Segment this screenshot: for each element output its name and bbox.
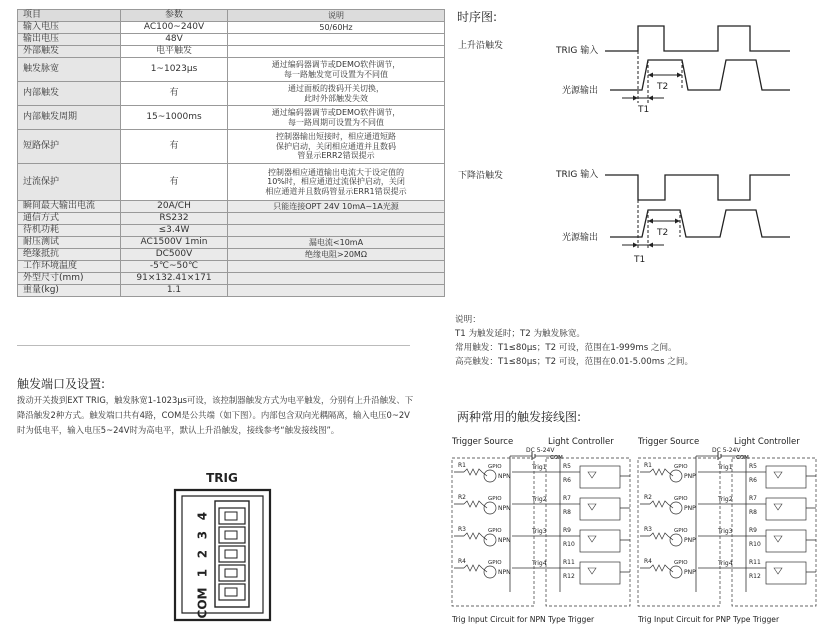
spec-cell-item: 通信方式 bbox=[18, 213, 121, 225]
spec-table bbox=[17, 9, 445, 297]
transistor-symbol bbox=[484, 470, 496, 482]
controller-resistor-label: R7 bbox=[749, 495, 757, 502]
resistor-source bbox=[464, 533, 482, 539]
transistor-symbol bbox=[670, 470, 682, 482]
spec-row bbox=[18, 237, 445, 249]
led-symbol bbox=[588, 472, 596, 478]
controller-resistor-label: R9 bbox=[749, 527, 757, 534]
trig-connector bbox=[170, 470, 275, 625]
gpio-label: GPIO bbox=[674, 464, 688, 470]
connector-pin-slot bbox=[219, 508, 245, 524]
timing-notes bbox=[455, 313, 693, 369]
transistor-type-label: NPN bbox=[498, 537, 511, 544]
trigger-port-heading: 触发端口及设置: bbox=[17, 377, 106, 391]
led-symbol bbox=[774, 504, 782, 510]
controller-resistor-label: R8 bbox=[749, 509, 757, 516]
resistor-source bbox=[464, 469, 482, 475]
notes-title: 说明： bbox=[455, 315, 481, 325]
spec-row bbox=[18, 225, 445, 237]
wire bbox=[668, 568, 673, 572]
spec-row bbox=[18, 34, 445, 46]
spec-cell-value: AC1500V 1min bbox=[121, 237, 228, 249]
spec-cell-value: 48V bbox=[121, 34, 228, 46]
source-resistor-label: R2 bbox=[458, 494, 466, 501]
circuit-caption: Trig Input Circuit for PNP Type Trigger bbox=[638, 615, 780, 624]
transistor-type-label: NPN bbox=[498, 569, 511, 576]
connector-pin-slot bbox=[219, 565, 245, 581]
transistor-symbol bbox=[484, 534, 496, 546]
gpio-label: GPIO bbox=[674, 496, 688, 502]
spec-row bbox=[18, 261, 445, 273]
transistor-type-label: PNP bbox=[684, 569, 696, 576]
circuit-caption: Trig Input Circuit for NPN Type Trigger bbox=[452, 615, 595, 624]
spec-header-cell: 说明 bbox=[228, 10, 445, 22]
wire bbox=[668, 504, 673, 508]
spec-header-cell: 项目 bbox=[18, 10, 121, 22]
led-symbol bbox=[774, 472, 782, 478]
source-resistor-label: R4 bbox=[644, 558, 652, 565]
light-output-label-2: 光源输出 bbox=[562, 233, 599, 243]
t2-label-1: T2 bbox=[657, 82, 669, 92]
source-resistor-label: R1 bbox=[644, 462, 652, 469]
transistor-symbol bbox=[670, 534, 682, 546]
spec-cell-note: 通过编码器调节或DEMO软件调节， 每一路触发宽可设置为不同值 bbox=[228, 58, 445, 82]
controller-resistor-label: R12 bbox=[749, 573, 761, 580]
timing-heading: 时序图: bbox=[457, 10, 498, 24]
spec-cell-note: 漏电流<10mA bbox=[228, 237, 445, 249]
source-resistor-label: R1 bbox=[458, 462, 466, 469]
controller-resistor-label: R11 bbox=[563, 559, 575, 566]
spec-row bbox=[18, 46, 445, 58]
controller-resistor-label: R11 bbox=[749, 559, 761, 566]
spec-row bbox=[18, 201, 445, 213]
trigger-source-label: Trigger Source bbox=[452, 437, 514, 447]
transistor-type-label: NPN bbox=[498, 473, 511, 480]
connector-pin-label: COM bbox=[195, 587, 210, 619]
spec-cell-item: 待机功耗 bbox=[18, 225, 121, 237]
falling-edge-label: 下降沿触发 bbox=[458, 171, 504, 181]
source-resistor-label: R2 bbox=[644, 494, 652, 501]
spec-row bbox=[18, 58, 445, 82]
spec-cell-item: 瞬间最大输出电流 bbox=[18, 201, 121, 213]
trig-channel-label: Trig2 bbox=[532, 496, 547, 503]
spec-cell-note: 绝缘电阻>20MΩ bbox=[228, 249, 445, 261]
connector-pin-hole bbox=[225, 550, 237, 558]
optocoupler bbox=[580, 530, 620, 552]
connector-pin-label: 2 bbox=[195, 549, 210, 559]
trig-channel-label: Trig4 bbox=[532, 560, 547, 567]
controller-resistor-label: R6 bbox=[749, 477, 757, 484]
spec-cell-value: 电平触发 bbox=[121, 46, 228, 58]
optocoupler bbox=[766, 562, 806, 584]
wire bbox=[668, 472, 673, 476]
spec-cell-item: 耐压测试 bbox=[18, 237, 121, 249]
connector-pin-slot bbox=[219, 584, 245, 600]
spec-row bbox=[18, 164, 445, 201]
controller-resistor-label: R6 bbox=[563, 477, 571, 484]
spec-cell-value: 91×132.41×171 bbox=[121, 273, 228, 285]
connector-pin-hole bbox=[225, 588, 237, 596]
spec-header-cell: 参数 bbox=[121, 10, 228, 22]
light-output-label-1: 光源输出 bbox=[562, 86, 599, 96]
spec-cell-note bbox=[228, 273, 445, 285]
optocoupler bbox=[580, 498, 620, 520]
trig-input-label-2: TRIG 输入 bbox=[556, 170, 599, 180]
transistor-symbol bbox=[484, 502, 496, 514]
spec-cell-note: 控制器输出短接时，相应通道短路 保护启动，关闭相应通道并且数码 管显示ERR2错误提示 bbox=[228, 130, 445, 164]
light-waveform-rising bbox=[610, 60, 790, 90]
connector-pin-label: 1 bbox=[195, 568, 210, 578]
t1-label-1: T1 bbox=[638, 105, 650, 115]
spec-cell-value: 15~1000ms bbox=[121, 106, 228, 130]
connector-pin-hole bbox=[225, 512, 237, 520]
t1-label-2: T1 bbox=[634, 255, 646, 265]
resistor-source bbox=[650, 469, 668, 475]
gpio-label: GPIO bbox=[488, 528, 502, 534]
wiring-heading: 两种常用的触发接线图: bbox=[457, 410, 582, 424]
spec-cell-item: 触发脉宽 bbox=[18, 58, 121, 82]
trig-channel-label: Trig2 bbox=[718, 496, 733, 503]
trig-waveform-rising bbox=[605, 26, 790, 51]
wire bbox=[482, 536, 487, 540]
resistor-source bbox=[464, 565, 482, 571]
controller-resistor-label: R5 bbox=[563, 463, 571, 470]
transistor-symbol bbox=[670, 566, 682, 578]
gpio-label: GPIO bbox=[488, 560, 502, 566]
resistor-source bbox=[650, 501, 668, 507]
spec-cell-note: 50/60Hz bbox=[228, 22, 445, 34]
spec-cell-note: 通过面板的拨码开关切换， 此时外部触发失效 bbox=[228, 82, 445, 106]
notes-line: 高亮触发：T1≤80μs；T2 可设，范围在0.01-5.00ms 之间。 bbox=[455, 357, 694, 367]
spec-cell-note: 通过编码器调节或DEMO软件调节， 每一路周期可设置为不同值 bbox=[228, 106, 445, 130]
resistor-source bbox=[650, 565, 668, 571]
trig-channel-label: Trig1 bbox=[718, 464, 733, 471]
connector-pin-label: 4 bbox=[195, 511, 210, 521]
trigger-source-label: Trigger Source bbox=[638, 437, 700, 447]
wire bbox=[668, 536, 673, 540]
wire bbox=[482, 568, 487, 572]
spec-cell-item: 内部触发周期 bbox=[18, 106, 121, 130]
spec-cell-value: 有 bbox=[121, 82, 228, 106]
spec-cell-item: 输出电压 bbox=[18, 34, 121, 46]
wiring-diagram bbox=[450, 432, 825, 630]
spec-cell-value: 1.1 bbox=[121, 285, 228, 297]
resistor-source bbox=[650, 533, 668, 539]
trig-input-label-1: TRIG 输入 bbox=[556, 46, 599, 56]
led-symbol bbox=[774, 568, 782, 574]
connector-pin-slot bbox=[219, 527, 245, 543]
spec-cell-note bbox=[228, 285, 445, 297]
controller-resistor-label: R5 bbox=[749, 463, 757, 470]
spec-cell-value: 1~1023μs bbox=[121, 58, 228, 82]
controller-resistor-label: R8 bbox=[563, 509, 571, 516]
spec-cell-item: 绝缘抵抗 bbox=[18, 249, 121, 261]
divider bbox=[17, 345, 410, 346]
dc-label: DC 5-24V bbox=[526, 447, 555, 454]
led-symbol bbox=[774, 536, 782, 542]
com-label: COM bbox=[736, 455, 749, 461]
optocoupler bbox=[766, 498, 806, 520]
source-resistor-label: R4 bbox=[458, 558, 466, 565]
spec-cell-item: 短路保护 bbox=[18, 130, 121, 164]
timing-diagram bbox=[450, 15, 820, 270]
connector-pin-label: 3 bbox=[195, 530, 210, 540]
controller-resistor-label: R10 bbox=[563, 541, 575, 548]
source-resistor-label: R3 bbox=[458, 526, 466, 533]
gpio-label: GPIO bbox=[488, 464, 502, 470]
spec-row bbox=[18, 82, 445, 106]
transistor-type-label: PNP bbox=[684, 537, 696, 544]
led-symbol bbox=[588, 504, 596, 510]
controller-resistor-label: R9 bbox=[563, 527, 571, 534]
transistor-type-label: PNP bbox=[684, 473, 696, 480]
spec-cell-value: ≤3.4W bbox=[121, 225, 228, 237]
transistor-type-label: NPN bbox=[498, 505, 511, 512]
optocoupler bbox=[766, 530, 806, 552]
spec-cell-value: DC500V bbox=[121, 249, 228, 261]
trigger-port-paragraph: 拨动开关拨到EXT TRIG，触发脉宽1-1023μs可设，该控制器触发方式为电平触发，分别有上升沿触发、下降沿触发2种方式。触发端口共有4路，COM是公共端（如下图）。内部包含双向光耦隔离，输入电压0~2V时为低电平，输入电压5~24V时为高电平，默认上升沿触发，接线参考“触发接线图”。 bbox=[17, 395, 414, 435]
spec-cell-note bbox=[228, 34, 445, 46]
connector-title: TRIG bbox=[206, 471, 238, 485]
spec-cell-value: 20A/CH bbox=[121, 201, 228, 213]
trig-channel-label: Trig3 bbox=[718, 528, 733, 535]
rising-edge-label: 上升沿触发 bbox=[458, 41, 504, 51]
spec-row bbox=[18, 22, 445, 34]
spec-cell-note bbox=[228, 213, 445, 225]
light-controller-label: Light Controller bbox=[734, 437, 800, 447]
trig-channel-label: Trig1 bbox=[532, 464, 547, 471]
spec-row bbox=[18, 285, 445, 297]
controller-resistor-label: R10 bbox=[749, 541, 761, 548]
spec-row bbox=[18, 130, 445, 164]
spec-cell-value: RS232 bbox=[121, 213, 228, 225]
optocoupler bbox=[766, 466, 806, 488]
connector-pin-slot bbox=[219, 546, 245, 562]
spec-cell-value: 有 bbox=[121, 130, 228, 164]
optocoupler bbox=[580, 562, 620, 584]
optocoupler bbox=[580, 466, 620, 488]
spec-cell-note: 只能连接OPT 24V 10mA~1A光源 bbox=[228, 201, 445, 213]
gpio-label: GPIO bbox=[674, 560, 688, 566]
resistor-source bbox=[464, 501, 482, 507]
transistor-symbol bbox=[484, 566, 496, 578]
spec-row bbox=[18, 106, 445, 130]
notes-line: T1 为触发延时；T2 为触发脉宽。 bbox=[455, 329, 586, 339]
spec-cell-item: 工作环境温度 bbox=[18, 261, 121, 273]
light-controller-label: Light Controller bbox=[548, 437, 614, 447]
spec-cell-note bbox=[228, 261, 445, 273]
source-resistor-label: R3 bbox=[644, 526, 652, 533]
com-label: COM bbox=[550, 455, 563, 461]
gpio-label: GPIO bbox=[488, 496, 502, 502]
spec-header-row bbox=[18, 10, 445, 22]
led-symbol bbox=[588, 568, 596, 574]
spec-cell-note bbox=[228, 46, 445, 58]
controller-resistor-label: R7 bbox=[563, 495, 571, 502]
dc-label: DC 5-24V bbox=[712, 447, 741, 454]
trig-waveform-falling bbox=[605, 175, 790, 200]
spec-row bbox=[18, 273, 445, 285]
spec-cell-note: 控制器相应通道输出电流大于设定值的 10%时，相应通道过流保护启动，关闭 相应通道并且数码管显示ERR1错误提示 bbox=[228, 164, 445, 201]
trig-channel-label: Trig4 bbox=[718, 560, 733, 567]
notes-line: 常用触发：T1≤80μs；T2 可设，范围在1-999ms 之间。 bbox=[455, 343, 677, 353]
connector-pin-hole bbox=[225, 569, 237, 577]
spec-cell-item: 内部触发 bbox=[18, 82, 121, 106]
spec-cell-value: -5℃~50℃ bbox=[121, 261, 228, 273]
spec-cell-item: 外部触发 bbox=[18, 46, 121, 58]
spec-cell-item: 重量(kg) bbox=[18, 285, 121, 297]
spec-cell-note bbox=[228, 225, 445, 237]
spec-row bbox=[18, 213, 445, 225]
wire bbox=[482, 472, 487, 476]
spec-cell-item: 输入电压 bbox=[18, 22, 121, 34]
trig-channel-label: Trig3 bbox=[532, 528, 547, 535]
spec-row bbox=[18, 249, 445, 261]
transistor-type-label: PNP bbox=[684, 505, 696, 512]
t2-label-2: T2 bbox=[657, 228, 669, 238]
spec-cell-value: AC100~240V bbox=[121, 22, 228, 34]
spec-cell-item: 外型尺寸(mm) bbox=[18, 273, 121, 285]
light-waveform-falling bbox=[610, 210, 790, 237]
wire bbox=[482, 504, 487, 508]
controller-resistor-label: R12 bbox=[563, 573, 575, 580]
connector-pin-hole bbox=[225, 531, 237, 539]
transistor-symbol bbox=[670, 502, 682, 514]
led-symbol bbox=[588, 536, 596, 542]
gpio-label: GPIO bbox=[674, 528, 688, 534]
spec-cell-value: 有 bbox=[121, 164, 228, 201]
spec-cell-item: 过流保护 bbox=[18, 164, 121, 201]
